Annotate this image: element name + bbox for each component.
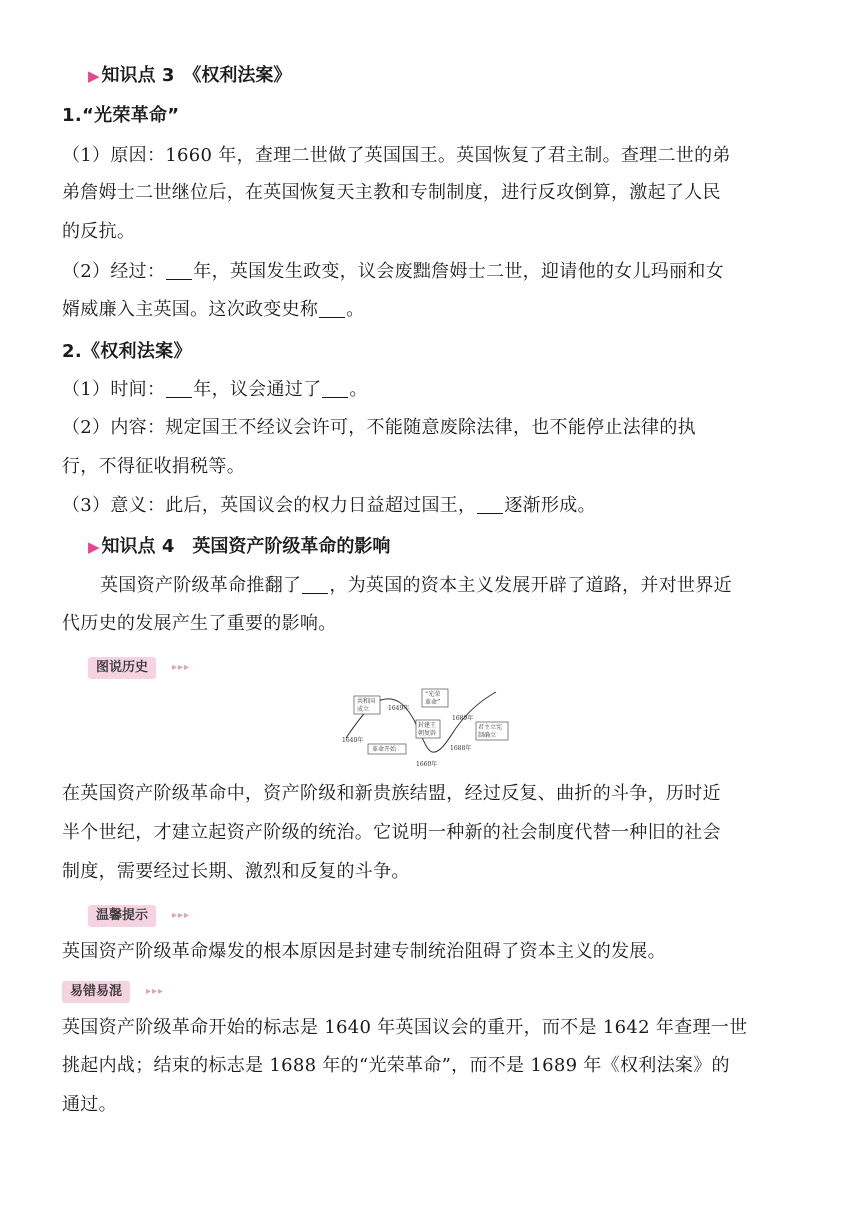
tip-text: 英国资产阶级革命爆发的根本原因是封建专制统治阻碍了资本主义的发展。 bbox=[62, 941, 666, 962]
process-label: （2）经过： bbox=[62, 261, 166, 282]
process-text-2: 婿威廉入主英国。这次政变史称 bbox=[62, 299, 319, 320]
label-1689: 1689年 bbox=[452, 715, 474, 722]
impact-text-a: 英国资产阶级革命推翻了 bbox=[100, 575, 302, 596]
history-line-1: 在英国资产阶级革命中，资产阶级和新贵族结盟，经过反复、曲折的斗争，历时近 bbox=[62, 783, 721, 804]
label-republic-1: 共和国 bbox=[357, 698, 376, 705]
process-line-1 bbox=[62, 260, 724, 284]
fill-blank[interactable] bbox=[319, 299, 345, 318]
section-4-heading bbox=[88, 535, 390, 559]
impact-line-1 bbox=[100, 574, 732, 598]
process-text: 年，英国发生政变，议会废黜詹姆士二世，迎请他的女儿玛丽和女 bbox=[193, 261, 724, 282]
time-text: 年，议会通过了 bbox=[193, 379, 322, 400]
revolution-timeline-diagram bbox=[336, 686, 536, 770]
fill-blank[interactable] bbox=[322, 379, 348, 398]
label-1649: 1649年 bbox=[388, 705, 410, 712]
meaning-end: 逐渐形成。 bbox=[504, 495, 596, 516]
reason-line-3: 的反抗。 bbox=[62, 221, 136, 242]
tag-arrows-icon: ▸▸▸ bbox=[172, 910, 191, 921]
tag-warm-tip: 温馨提示 bbox=[88, 905, 156, 927]
label-restoration-1: 封建王 bbox=[418, 722, 437, 729]
section-4-title: 知识点 4 英国资产阶级革命的影响 bbox=[101, 536, 391, 557]
fill-blank[interactable] bbox=[166, 379, 192, 398]
subheading-glorious-revolution: 1.“光荣革命” bbox=[62, 105, 180, 126]
label-1640: 1640年 bbox=[342, 737, 364, 744]
triangle-marker-icon: ▶ bbox=[88, 538, 100, 556]
tag-common-mistakes: 易错易混 bbox=[62, 981, 130, 1003]
content-line-2: 行，不得征收捐税等。 bbox=[62, 456, 245, 477]
triangle-marker-icon: ▶ bbox=[88, 67, 100, 85]
label-revolution-start: 革命开始 bbox=[372, 746, 397, 753]
mistake-line-1: 英国资产阶级革命开始的标志是 1640 年英国议会的重开，而不是 1642 年查理一世 bbox=[62, 1017, 748, 1038]
label-glorious-2: 革命” bbox=[425, 699, 441, 706]
impact-line-2: 代历史的发展产生了重要的影响。 bbox=[62, 613, 337, 634]
content-line-1: （2）内容：规定国王不经议会许可，不能随意废除法律，也不能停止法律的执 bbox=[62, 417, 696, 438]
label-restoration-2: 朝复辟 bbox=[418, 730, 437, 737]
fill-blank[interactable] bbox=[302, 575, 328, 594]
mistake-line-3: 通过。 bbox=[62, 1094, 117, 1115]
label-constitutional-2: 制确立 bbox=[478, 732, 497, 739]
history-line-2: 半个世纪，才建立起资产阶级的统治。它说明一种新的社会制度代替一种旧的社会 bbox=[62, 822, 721, 843]
process-line-2 bbox=[62, 298, 365, 322]
fill-blank[interactable] bbox=[477, 495, 503, 514]
reason-line-2: 弟詹姆士二世继位后，在英国恢复天主教和专制制度，进行反攻倒算，激起了人民 bbox=[62, 182, 721, 203]
mistake-line-2: 挑起内战；结束的标志是 1688 年的“光荣革命”，而不是 1689 年《权利法案》的 bbox=[62, 1055, 730, 1076]
meaning-line bbox=[62, 494, 596, 518]
fill-blank[interactable] bbox=[166, 261, 192, 280]
label-constitutional-1: 君主立宪 bbox=[478, 724, 503, 731]
label-glorious-1: “光荣 bbox=[425, 691, 441, 698]
meaning-text: （3）意义：此后，英国议会的权力日益超过国王， bbox=[62, 495, 477, 516]
tag-arrows-icon: ▸▸▸ bbox=[172, 662, 191, 673]
tag-arrows-icon: ▸▸▸ bbox=[146, 986, 165, 997]
history-line-3: 制度，需要经过长期、激烈和反复的斗争。 bbox=[62, 861, 410, 882]
label-republic-2: 成立 bbox=[357, 706, 370, 713]
tag-illustrated-history: 图说历史 bbox=[88, 657, 156, 679]
section-3-heading bbox=[88, 64, 291, 88]
label-1688: 1688年 bbox=[450, 745, 472, 752]
time-end: 。 bbox=[349, 379, 368, 400]
impact-text-b: ，为英国的资本主义发展开辟了道路，并对世界近 bbox=[329, 575, 732, 596]
process-end: 。 bbox=[346, 299, 365, 320]
time-label: （1）时间： bbox=[62, 379, 166, 400]
time-line bbox=[62, 378, 368, 402]
label-1660: 1660年 bbox=[416, 761, 438, 768]
reason-line-1: （1）原因：1660 年，查理二世做了英国国王。英国恢复了君主制。查理二世的弟 bbox=[62, 145, 731, 166]
subheading-bill-of-rights: 2.《权利法案》 bbox=[62, 341, 192, 362]
section-3-title: 知识点 3 《权利法案》 bbox=[101, 65, 292, 86]
